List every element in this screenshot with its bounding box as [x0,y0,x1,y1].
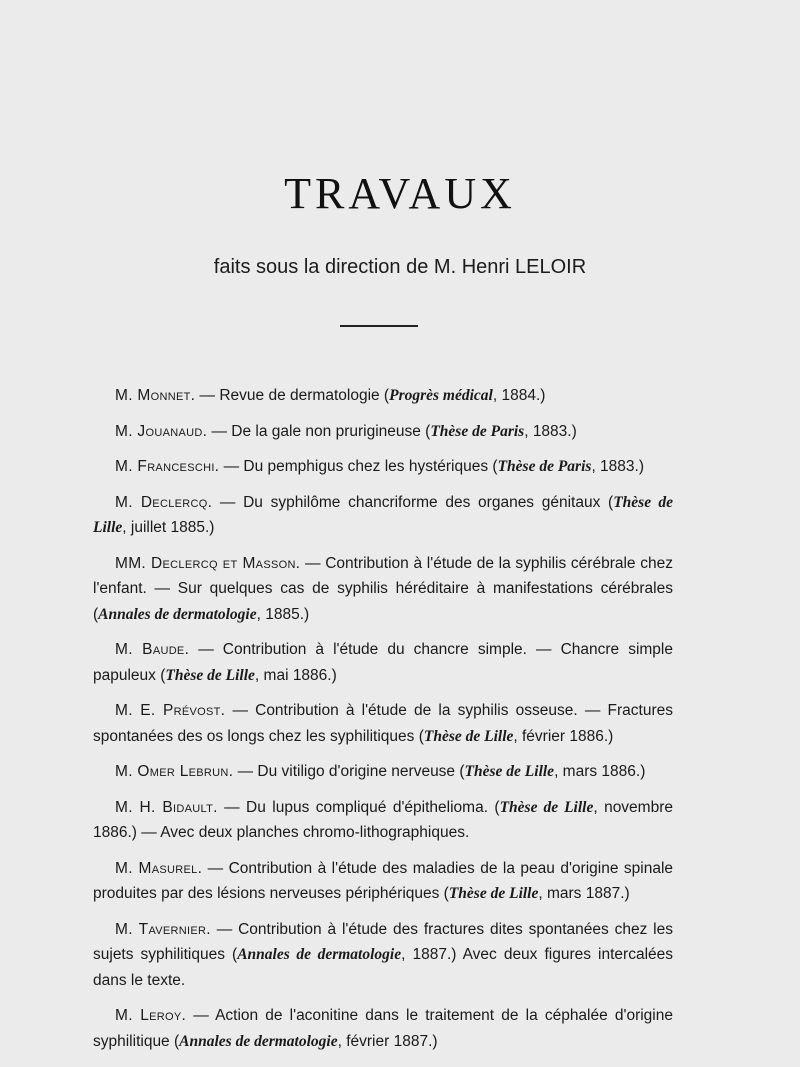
entry-text: — Revue de dermatologie ( [195,387,390,404]
list-item [93,698,673,749]
entry-author: M. E. Prévost. [115,702,226,719]
entry-author: M. Monnet. [115,387,196,404]
entry-author: M. Jouanaud. [115,422,208,440]
entry-source: Thèse de Paris [497,458,592,475]
list-item [93,383,673,409]
title-rule [340,325,418,327]
entry-text: — Contribution à l'étude des fractures dites spontanées chez les sujets syphilitiques ( [93,920,674,963]
entry-rest: , 1884.) [492,387,546,404]
entry-source: Annales de dermatologie [98,605,257,623]
entry-text: — Contribution à l'étude de la syphilis osseuse. — Fractures spontanées des os longs chez les syphilitiques ( [93,702,673,745]
entry-text: — Du vitiligo d'origine nerveuse ( [233,763,465,780]
entry-source: Thèse de Paris [430,422,525,440]
entry-author: M. Declercq. [115,493,213,511]
entry-text: — Contribution à l'étude de la syphilis cérébrale chez l'enfant. — Sur quelques cas de syphilis héréditaire à manifestations cérébrales ( [93,554,673,623]
entry-text: — Du pemphigus chez les hystériques ( [219,458,498,475]
entry-source: Thèse de Lille [464,763,555,780]
page-subtitle: faits sous la direction de M. Henri LELOIR [213,256,587,278]
page-title: TRAVAUX [284,169,516,218]
entry-source: Thèse de Lille [499,798,594,816]
list-item [93,454,673,480]
entry-text: — De la gale non prurigineuse ( [207,422,431,440]
entry-text: — Du lupus compliqué d'épithelioma. ( [217,798,500,816]
entry-rest: , 1883.) [591,458,644,475]
list-item [93,759,673,785]
entry-source: Thèse de Lille [93,493,673,536]
entry-source: Thèse de Lille [165,666,255,684]
entry-rest: , 1885.) [256,605,310,623]
entry-rest: , juillet 1885.) [122,519,215,536]
entry-source: Annales de dermatologie [179,1032,338,1050]
entry-author: M. Masurel. [115,859,203,877]
entry-text: — Contribution à l'étude des maladies de la peau d'origine spinale produites par des lésions nerveuses périphériques ( [93,859,674,902]
entry-text: — Contribution à l'étude du chancre simple. — Chancre simple papuleux ( [93,641,673,684]
entry-source: Progrès médical [389,387,493,404]
entry-source: Annales de dermatologie [237,946,402,963]
entry-author: MM. Declercq et Masson. [115,554,301,572]
entry-rest: , février 1886.) [513,727,614,745]
entry-rest: , 1887.) Avec deux figures intercalées dans le texte. [93,946,674,989]
entry-author: M. Baude. [115,641,190,658]
list-item [93,490,673,541]
entry-rest: , novembre 1886.) — Avec deux planches chromo-lithographiques. [93,798,673,841]
entry-text: — Action de l'aconitine dans le traitement de la céphalée d'origine syphilitique ( [93,1007,673,1050]
entry-source: Thèse de Lille [448,885,539,902]
list-item [93,856,673,907]
entry-rest: , 1883.) [524,422,577,440]
list-item [93,795,673,846]
entry-author: M. Leroy. [115,1007,187,1024]
entry-author: M. Franceschi. [115,458,220,475]
entry-rest: , mars 1886.) [554,763,646,780]
list-item [93,551,673,628]
entry-author: M. Tavernier. [115,920,211,938]
list-item [93,1003,673,1054]
entry-text: — Du syphilôme chancriforme des organes génitaux ( [212,493,614,511]
entry-rest: , février 1887.) [337,1032,438,1050]
list-item [93,637,673,688]
entry-source: Thèse de Lille [423,727,514,745]
list-item [93,917,673,994]
entry-author: M. H. Bidault. [115,798,218,816]
entry-rest: , mai 1886.) [254,666,337,684]
entry-rest: , mars 1887.) [538,885,630,902]
works-list [93,383,673,1064]
list-item [93,419,673,445]
entry-author: M. Omer Lebrun. [115,763,234,780]
